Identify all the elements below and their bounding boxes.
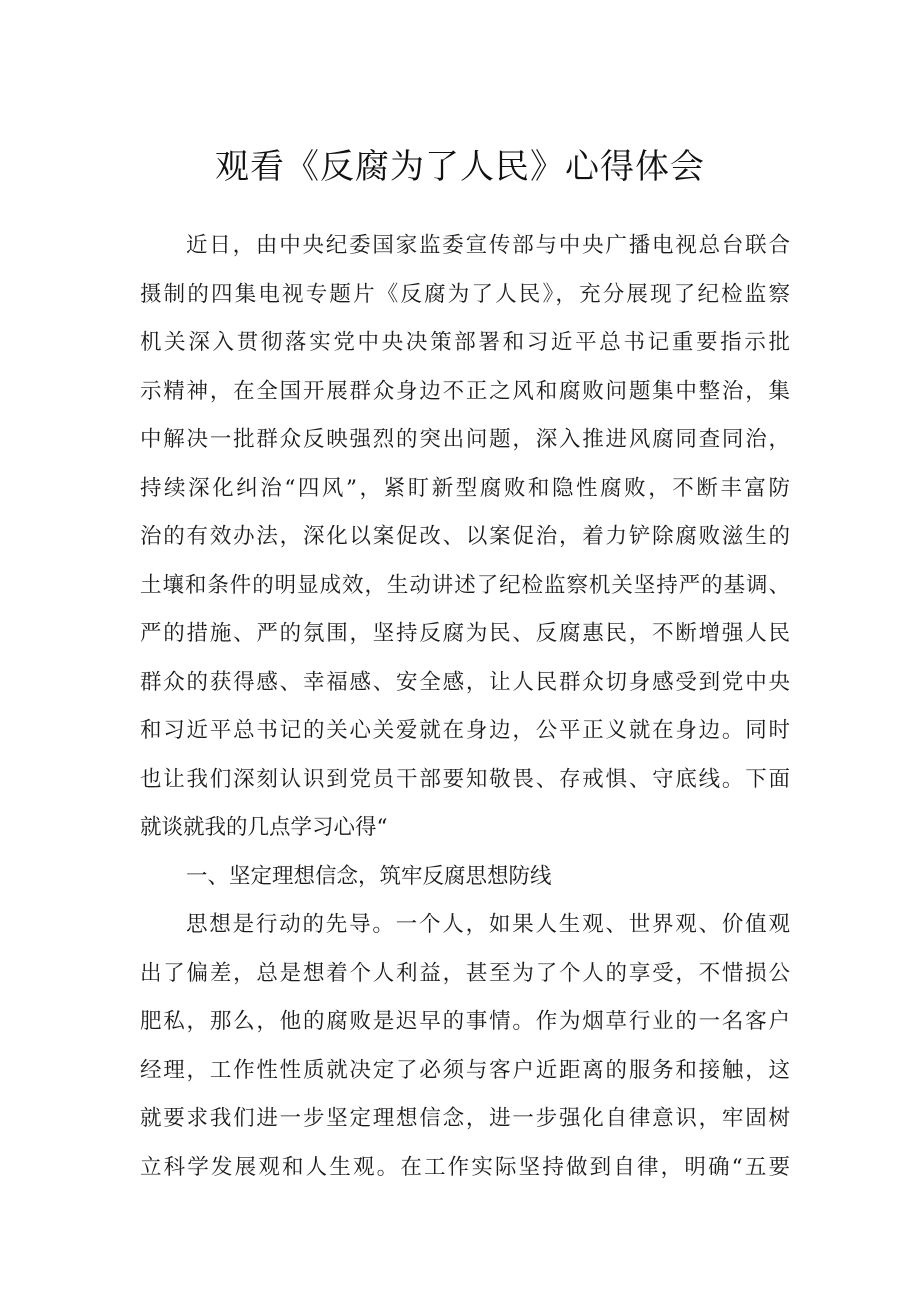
document-title: 观看《反腐为了人民》心得体会 (215, 146, 705, 187)
text-line: 一、坚定理想信念，筑牢反腐思想防线 (186, 863, 552, 889)
text-line: 严的措施、严的氛围，坚持反腐为民、反腐惠民，不断增强人民 (140, 621, 790, 646)
text-line: 中解决一批群众反映强烈的突出问题，深入推进风腐同查同治， (140, 427, 790, 452)
text-line: 就要求我们进一步坚定理想信念，进一步强化自律意识，牢固树 (140, 1106, 790, 1131)
text-line: 群众的获得感、幸福感、安全感，让人民群众切身感受到党中央 (140, 669, 790, 695)
text-line: 机关深入贯彻落实党中央决策部署和习近平总书记重要指示批 (140, 330, 790, 355)
text-line: 持续深化纠治“四风”，紧盯新型腐败和隐性腐败，不断丰富防 (140, 475, 790, 501)
text-line: 摄制的四集电视专题片《反腐为了人民》，充分展现了纪检监察 (140, 281, 790, 307)
text-line: 土壤和条件的明显成效，生动讲述了纪检监察机关坚持严的基调、 (140, 572, 790, 598)
text-line: 思想是行动的先导。一个人，如果人生观、世界观、价值观 (186, 912, 790, 937)
text-line: 近日，由中央纪委国家监委宣传部与中央广播电视总台联合 (186, 233, 790, 258)
text-line: 也让我们深刻认识到党员干部要知敬畏、存戒惧、守底线。下面 (140, 766, 790, 792)
text-line: 示精神，在全国开展群众身边不正之风和腐败问题集中整治，集 (140, 378, 790, 404)
text-line: 立科学发展观和人生观。在工作实际坚持做到自律，明确“五要 (140, 1154, 790, 1180)
text-line: 肥私，那么，他的腐败是迟早的事情。作为烟草行业的一名客户 (140, 1009, 790, 1034)
text-line: 就谈就我的几点学习心得“ (140, 815, 388, 840)
text-line: 和习近平总书记的关心关爱就在身边，公平正义就在身边。同时 (140, 718, 790, 743)
text-line: 治的有效办法，深化以案促改、以案促治，着力铲除腐败滋生的 (140, 524, 790, 549)
text-line: 出了偏差，总是想着个人利益，甚至为了个人的享受，不惜损公 (140, 960, 790, 986)
text-line: 经理，工作性性质就决定了必须与客户近距离的服务和接触，这 (140, 1057, 790, 1083)
document-body (140, 222, 790, 1192)
